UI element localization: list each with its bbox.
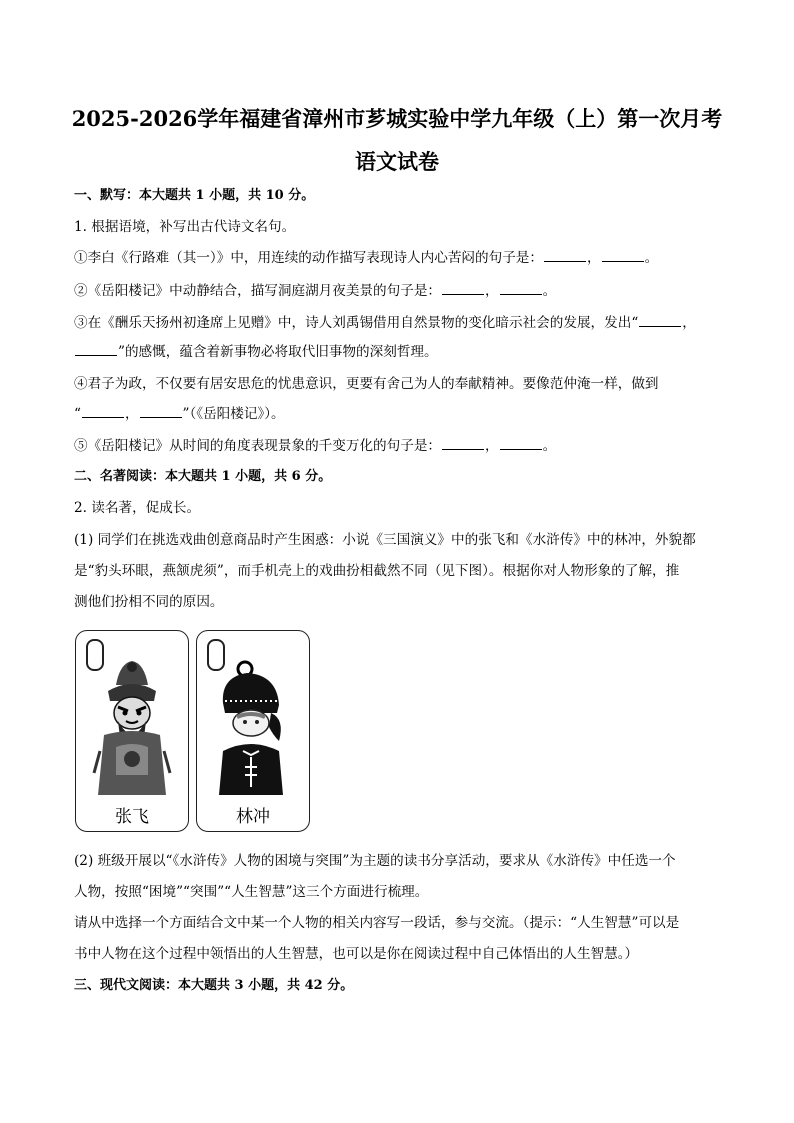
exam-subtitle: 语文试卷	[355, 149, 439, 174]
answer-blank[interactable]	[602, 249, 644, 262]
exam-title: 2025-2026学年福建省漳州市芗城实验中学九年级（上）第一次月考	[71, 106, 723, 131]
answer-blank[interactable]	[500, 437, 542, 450]
question-2-2-line: (2) 班级开展以“《水浒传》人物的困境与突围”为主题的读书分享活动，要求从《水浒传》中任选一个	[74, 853, 676, 869]
question-2-2-line: 人物，按照“困境”“突围”“人生智慧”这三个方面进行梳理。	[74, 884, 429, 900]
answer-blank[interactable]	[75, 343, 117, 356]
answer-blank[interactable]	[442, 282, 484, 295]
question-1-item-4: ④君子为政，不仅要有居安思危的忧患意识，更要有舍己为人的奉献精神。要像范仲淹一样，做到	[74, 376, 659, 392]
phone-case-linchong-image	[196, 630, 310, 832]
section-1-heading: 一、默写：本大题共 1 小题，共 10 分。	[74, 188, 315, 203]
question-2-2-line: 请从中选择一个方面结合文中某一个人物的相关内容写一段话，参与交流。（提示：“人生智慧”可以是	[74, 915, 680, 931]
answer-blank[interactable]	[442, 437, 484, 450]
question-2-1-line: 是“豹头环眼，燕颔虎须”，而手机壳上的戏曲扮相截然不同（见下图）。根据你对人物形象的了解，推	[74, 563, 680, 579]
phone-caption-linchong: 林冲	[236, 807, 270, 827]
question-2-1-line: (1) 同学们在挑选戏曲创意商品时产生困惑：小说《三国演义》中的张飞和《水浒传》中的林冲，外貌都	[74, 532, 696, 548]
phone-case-zhangfei-image	[75, 630, 189, 832]
question-1-item-2: ②《岳阳楼记》中动静结合，描写洞庭湖月夜美景的句子是： ， 。	[74, 283, 557, 299]
question-2-2-line: 书中人物在这个过程中领悟出的人生智慧，也可以是你在阅读过程中自己体悟出的人生智慧。）	[74, 946, 639, 962]
answer-blank[interactable]	[500, 282, 542, 295]
question-1-item-3-cont: ”的感慨，蕴含着新事物必将取代旧事物的深刻哲理。	[74, 342, 438, 362]
linchong-opera-figure	[207, 655, 299, 805]
section-2-heading: 二、名著阅读：本大题共 1 小题，共 6 分。	[74, 469, 332, 484]
question-1-stem: 1. 根据语境，补写出古代诗文名句。	[74, 219, 296, 235]
phone-caption-zhangfei: 张飞	[115, 807, 149, 827]
question-1-item-3: ③在《酬乐天扬州初逢席上见赠》中，诗人刘禹锡借用自然景物的变化暗示社会的发展，发出“ ，	[74, 315, 696, 331]
answer-blank[interactable]	[140, 405, 182, 418]
answer-blank[interactable]	[544, 249, 586, 262]
zhangfei-opera-figure	[86, 655, 178, 805]
question-1-item-5: ⑤《岳阳楼记》从时间的角度表现景象的千变万化的句子是： ， 。	[74, 438, 557, 454]
question-2-stem: 2. 读名著，促成长。	[74, 500, 201, 516]
section-3-heading: 三、现代文阅读：本大题共 3 小题，共 42 分。	[74, 978, 354, 993]
question-1-item-4-cont: “ ， ”（《岳阳楼记》）。	[74, 406, 285, 422]
answer-blank[interactable]	[639, 314, 681, 327]
answer-blank[interactable]	[82, 405, 124, 418]
question-2-1-line: 测他们扮相不同的原因。	[74, 594, 224, 610]
question-1-item-1: ①李白《行路难（其一）》中，用连续的动作描写表现诗人内心苦闷的句子是： ， 。	[74, 250, 659, 266]
